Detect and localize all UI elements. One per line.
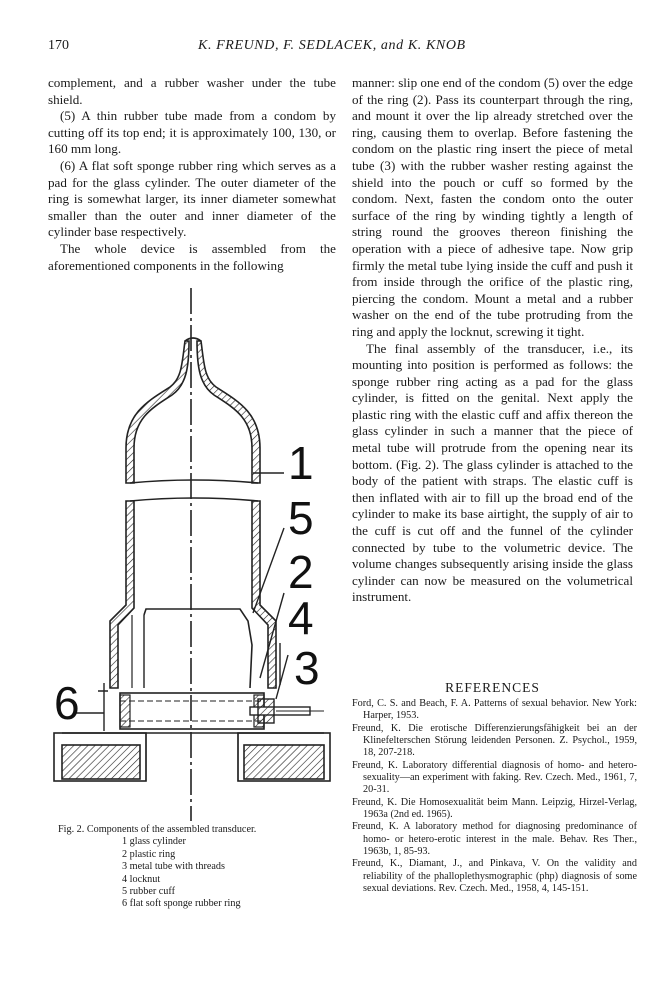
- list-item: 5 rubber cuff: [122, 886, 175, 898]
- label-6: 6: [54, 677, 80, 729]
- paragraph: The final assembly of the transducer, i.e., its mounting into position is performed as follows: the sponge rubber ring acting as a pad for the glass cylinder, is fitted on the genital. Next apply the plastic ring with the elastic cuff and affix thereon the glass cylinder in such a manner that the piece of metal tube will protrude from the opening near its bottom. (Fig. 2). The glass cylinder is attached to the body of the patient with straps. The elastic cuff is then inflated with air to fill up the broad end of the cylinder to make its base airtight, the supply of air to the cuff is cut off and the funnel of the cylinder connected by tube to the volumetric device. The volume changes subsequently arising inside the glass cylinder can now be measured on the volumetrical instrument.: [352, 340, 633, 605]
- component-list: [58, 836, 348, 910]
- label-5: 5: [288, 492, 314, 544]
- paragraph: (5) A thin rubber tube made from a condom by cutting off its top end; it is approximately 100, 130, or 160 mm long.: [48, 108, 336, 157]
- paragraph: The whole device is assembled from the aforementioned components in the following: [48, 240, 336, 273]
- list-item: 2 plastic ring: [122, 848, 176, 860]
- list-item: 1 glass cylinder: [122, 836, 186, 848]
- figure-caption: [58, 824, 348, 911]
- paragraph: (6) A flat soft sponge rubber ring which serves as a pad for the glass cylinder. The outer diameter of the ring is somewhat larger, its inner diameter somewhat smaller than the outer and inner diameter of the cylinder base respectively.: [48, 157, 336, 240]
- references-list: [352, 698, 637, 896]
- page-header: [48, 38, 628, 58]
- rubber-cuff: [144, 609, 252, 688]
- list-item: 3 metal tube with threads: [122, 861, 225, 873]
- reference-item: Freund, K. A laboratory method for diagnosing predominance of homo- or hetero-erotic interest in the male. Behav. Res Ther., 1963b, 1, 85-93.: [352, 821, 637, 858]
- glass-cylinder-wall: [252, 501, 276, 688]
- transducer-diagram: [48, 283, 336, 823]
- glass-cylinder-wall: [110, 501, 134, 688]
- references-heading: REFERENCES: [445, 680, 540, 695]
- plastic-ring: [120, 693, 264, 729]
- running-head: K. FREUND, F. SEDLACEK, and K. KNOB: [198, 38, 466, 53]
- reference-item: Freund, K. Die erotische Differenzierungsfähigkeit bei an der Klinefelterschen Störung leidenden Personen. Z. Psychol., 1959, 18, 207-218.: [352, 722, 637, 759]
- transducer-figure: [48, 283, 336, 823]
- reference-item: Freund, K., Diamant, J., and Pinkava, V. On the validity and reliability of the phalloplethysmographic (php) diagnosis of some sexual deviations. Rev. Czech. Med., 1958, 4, 145-151.: [352, 858, 637, 895]
- base-right: [244, 745, 324, 779]
- list-item: 6 flat soft sponge rubber ring: [122, 898, 241, 910]
- left-column: [48, 75, 336, 274]
- paragraph: manner: slip one end of the condom (5) over the edge of the ring (2). Pass its counterpart through the ring, and mount it over the lip already stretched over the ring, causing them to overlap. Before fastening the condom on the plastic ring insert the piece of metal tube (3) with the rubber washer resting against the shield into the pouch or cuff so formed by the condom. Next, fasten the condom onto the outer surface of the ring by winding tightly a length of string round the grooves thereon finishing the operation with a piece of adhesive tape. Now grip firmly the metal tube lying inside the cuff and push it from inside through the orifice of the plastic ring, piercing the condom. Mount a metal and a rubber washer on the end of the tube protruding from the ring and apply the locknut, screwing it tight.: [352, 75, 633, 339]
- paragraph: complement, and a rubber washer under the tube shield.: [48, 75, 336, 107]
- break-line: [130, 480, 258, 483]
- reference-item: Freund, K. Laboratory differential diagnosis of homo- and hetero-sexuality—an experiment with faking. Rev. Czech. Med., 1961, 7, 20-31.: [352, 759, 637, 796]
- base-left: [62, 745, 140, 779]
- page-number: 170: [48, 38, 69, 53]
- glass-cylinder-top: [126, 341, 189, 483]
- reference-item: Ford, C. S. and Beach, F. A. Patterns of sexual behavior. New York: Harper, 1953.: [352, 698, 637, 722]
- label-3: 3: [294, 642, 320, 694]
- label-4: 4: [288, 592, 314, 644]
- right-column: [352, 75, 633, 606]
- caption-title: Fig. 2. Components of the assembled transducer.: [58, 824, 257, 835]
- label-1: 1: [288, 437, 314, 489]
- locknut: [258, 699, 274, 723]
- glass-cylinder-top: [197, 341, 260, 483]
- reference-item: Freund, K. Die Homosexualität beim Mann. Leipzig, Hirzel-Verlag, 1963a (2nd ed. 1965).: [352, 796, 637, 821]
- label-2: 2: [288, 546, 314, 598]
- list-item: 4 locknut: [122, 873, 161, 885]
- sponge-ring: [98, 683, 108, 731]
